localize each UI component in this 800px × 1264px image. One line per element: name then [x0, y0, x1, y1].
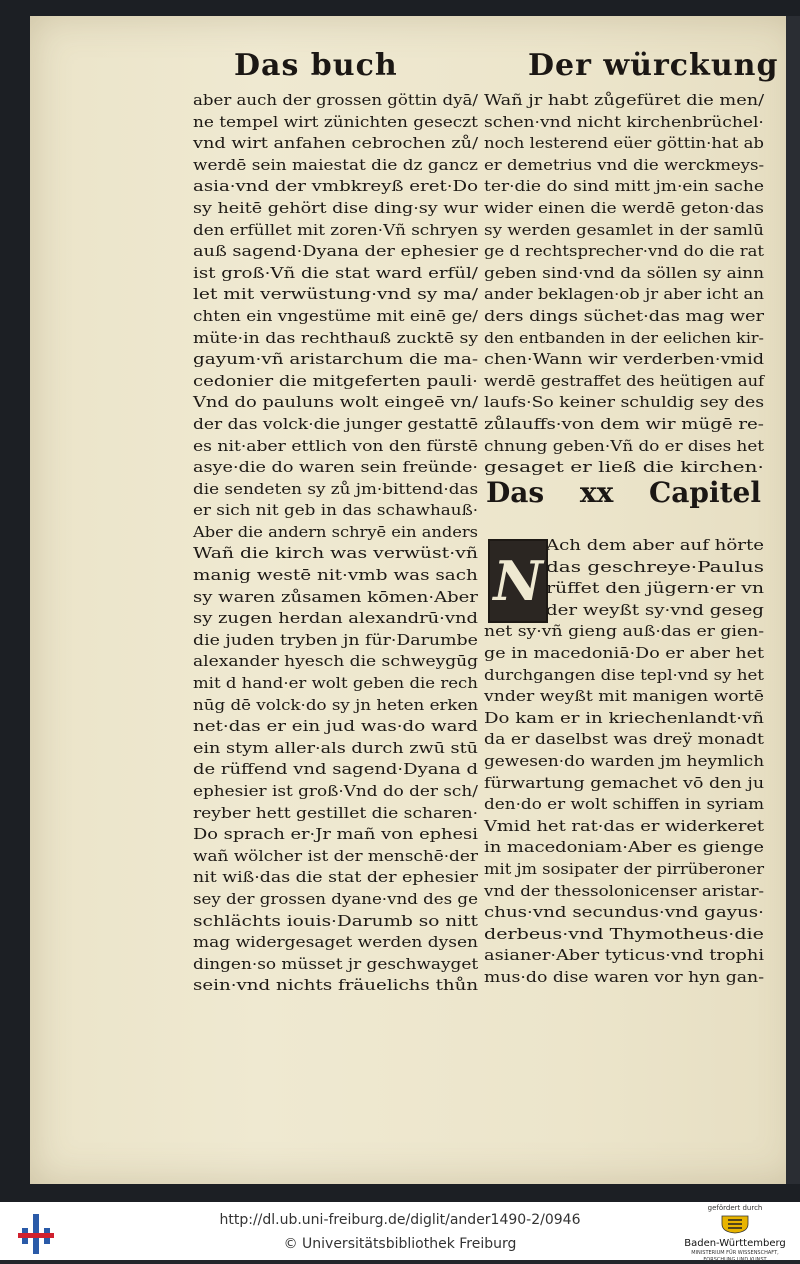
- text-line: die juden tryben jn für·Darumbe: [193, 630, 478, 649]
- text-line: chnung geben·Vñ do er dises het: [484, 436, 765, 455]
- text-line: rüffet den jügern·er vn: [546, 579, 765, 598]
- text-line: gayum·vñ aristarchum die ma-: [193, 350, 479, 369]
- text-line: auß sagend·Dyana der ephesier: [193, 242, 478, 261]
- crest-icon: [718, 1214, 752, 1234]
- text-line: chten ein vngestüme mit einē ge/: [193, 306, 478, 325]
- text-line: die sendeten sy zů jm·bittend·das: [193, 479, 479, 498]
- text-line: der das volck·die junger gestattē: [193, 414, 479, 433]
- right-text-column-bottom: [484, 535, 764, 988]
- text-line: in macedoniam·Aber es gienge: [484, 838, 764, 857]
- sponsor-logo: [676, 1204, 794, 1263]
- text-line: er sich nit geb in das schawhauß·: [193, 501, 479, 520]
- text-line: Ach dem aber auf hörte: [546, 536, 765, 554]
- text-line: nūg dē volck·do sy jn heten erken: [193, 695, 479, 714]
- text-line: mus·do dise waren vor hyn gan-: [484, 967, 765, 986]
- running-head-right: Der würckung: [528, 48, 779, 83]
- text-line: nit wiß·das die stat der ephesier: [193, 868, 478, 887]
- text-line: sy werden gesamlet in der samlū: [484, 220, 764, 239]
- text-line: müte·in das rechthauß zucktē sy: [193, 328, 479, 347]
- text-line: manig westē nit·vmb was sach: [193, 566, 478, 585]
- sponsor-caption: gefördert durch: [707, 1204, 763, 1212]
- text-line: asia·vnd der vmbkreyß eret·Do: [193, 177, 479, 196]
- text-line: wañ wölcher ist der menschē·der: [193, 846, 478, 865]
- text-line: ge in macedoniā·Do er aber het: [484, 643, 765, 662]
- text-line: ander beklagen·ob jr aber icht an: [484, 285, 764, 304]
- text-line: Vmid het rat·das er widerkeret: [484, 816, 765, 835]
- text-line: gewesen·do warden jm heymlich: [484, 751, 765, 770]
- text-line: Aber die andern schryē ein anders: [193, 522, 479, 541]
- text-line: vnd der thessolonicenser aristar-: [484, 881, 765, 900]
- text-line: ge d rechtsprecher·vnd do die rat: [484, 242, 765, 261]
- text-line: reyber hett gestillet die scharen·: [193, 803, 479, 822]
- text-line: den·do er wolt schiffen in syriam: [484, 795, 765, 814]
- text-line: aber auch der grossen göttin dyā/: [193, 91, 478, 109]
- text-line: fürwartung gemachet vō den ju: [484, 773, 765, 792]
- text-line: ein stym aller·als durch zwū stū: [193, 738, 479, 757]
- text-line: geben sind·vnd da söllen sy ainn: [484, 263, 765, 282]
- copyright-notice: © Universitätsbibliothek Freiburg: [283, 1236, 517, 1252]
- text-line: schlächts iouis·Darumb so nitt: [193, 911, 478, 930]
- book-spine: [786, 16, 800, 1184]
- text-line: ne tempel wirt zünichten geseczt: [193, 112, 478, 131]
- text-line: gesaget er ließ die kirchen·: [484, 458, 764, 477]
- text-line: den entbanden in der eelichen kir-: [484, 328, 764, 347]
- text-line: net·das er ein jud was·do ward: [193, 717, 478, 736]
- text-line: er demetrius vnd die werckmeys-: [484, 155, 765, 174]
- text-line: Do kam er in kriechenlandt·vñ: [484, 708, 764, 727]
- text-line: vnd wirt anfahen cebrochen zů/: [193, 134, 479, 153]
- text-line: Do sprach er·Jr mañ von ephesi: [193, 825, 478, 844]
- text-line: ephesier ist groß·Vnd do der sch/: [193, 782, 478, 800]
- text-line: vnder weyßt mit manigen wortē: [484, 687, 764, 706]
- text-line: der weyßt sy·vnd geseg: [546, 600, 764, 619]
- sponsor-ministry: MINISTERIUM FÜR WISSENSCHAFT, FORSCHUNG UND KUNST: [691, 1250, 779, 1263]
- text-line: den erfüllet mit zoren·Vñ schryen: [193, 220, 478, 239]
- text-line: ist groß·Vñ die stat ward erfül/: [193, 263, 478, 282]
- text-line: de rüffend vnd sagend·Dyana d: [193, 760, 478, 779]
- text-line: Wañ die kirch was verwüst·vñ: [193, 544, 478, 563]
- text-line: da er daselbst was dreÿ monadt: [484, 730, 764, 749]
- text-line: das geschreye·Paulus: [546, 557, 764, 576]
- text-line: Wañ jr habt zůgefüret die men/: [484, 91, 765, 109]
- text-line: asianer·Aber tyticus·vnd trophi: [484, 946, 764, 965]
- running-head-left: Das buch: [234, 48, 398, 83]
- text-line: sy waren zůsamen kōmen·Aber: [193, 587, 478, 606]
- text-line: chen·Wann wir verderben·vmid: [484, 350, 765, 369]
- text-line: asye·die do waren sein freünde·: [193, 458, 478, 477]
- text-line: laufs·So keiner schuldig sey des: [484, 393, 765, 412]
- text-line: mag widergesaget werden dysen: [193, 933, 479, 952]
- text-line: derbeus·vnd Thymotheus·die: [484, 924, 764, 943]
- text-line: sy zugen herdan alexandrū·vnd: [193, 609, 478, 628]
- chapter-heading: [486, 476, 761, 516]
- initial-letter: N: [493, 549, 543, 613]
- text-line: let mit verwüstung·vnd sy ma/: [193, 285, 479, 304]
- text-line: wider einen die werdē geton·das: [484, 198, 764, 217]
- text-line: sey der grossen dyane·vnd des ge: [193, 889, 478, 908]
- text-line: werdē sein maiestat die dz gancz: [193, 155, 478, 174]
- text-line: sy heitē gehört dise ding·sy wur: [193, 198, 478, 217]
- left-text-column: [193, 90, 478, 997]
- text-line: alexander hyesch die schweygūg: [193, 652, 479, 671]
- chapter-word-das: Das: [486, 476, 545, 509]
- text-line: es nit·aber ettlich von den fürstē: [193, 436, 479, 455]
- text-line: noch lesterend eüer göttin·hat ab: [484, 134, 764, 153]
- viewer-footer: [0, 1202, 800, 1263]
- text-line: ders dings süchet·das mag wer: [484, 306, 765, 325]
- text-line: mit jm sosipater der pirrüberoner: [484, 859, 765, 878]
- text-line: Vnd do pauluns wolt eingeē vn/: [193, 393, 479, 412]
- text-line: chus·vnd secundus·vnd gayus·: [484, 903, 764, 922]
- text-line: schen·vnd nicht kirchenbrüchel·: [484, 112, 764, 131]
- text-line: sein·vnd nichts fräuelichs thůn: [193, 976, 479, 995]
- text-line: cedonier die mitgeferten pauli·: [193, 371, 478, 390]
- sponsor-name: Baden-Württemberg: [684, 1238, 786, 1249]
- chapter-word-capitel: Capitel: [648, 476, 761, 509]
- right-text-column-top: [484, 90, 764, 479]
- text-line: dingen·so müsset jr geschwayget: [193, 954, 479, 973]
- text-line: zůlauffs·von dem wir mügē re-: [484, 414, 764, 433]
- permalink-url[interactable]: http://dl.ub.uni-freiburg.de/diglit/ander1490-2/0946: [219, 1212, 581, 1228]
- text-line: werdē gestraffet des heütigen auf: [484, 371, 765, 390]
- text-line: net sy·vñ gieng auß·das er gien-: [484, 622, 765, 641]
- text-line: mit d hand·er wolt geben die rech: [193, 674, 478, 693]
- chapter-number: xx: [579, 476, 614, 509]
- text-line: durchgangen dise tepl·vnd sy het: [484, 665, 764, 684]
- text-line: ter·die do sind mitt jm·ein sache: [484, 177, 764, 196]
